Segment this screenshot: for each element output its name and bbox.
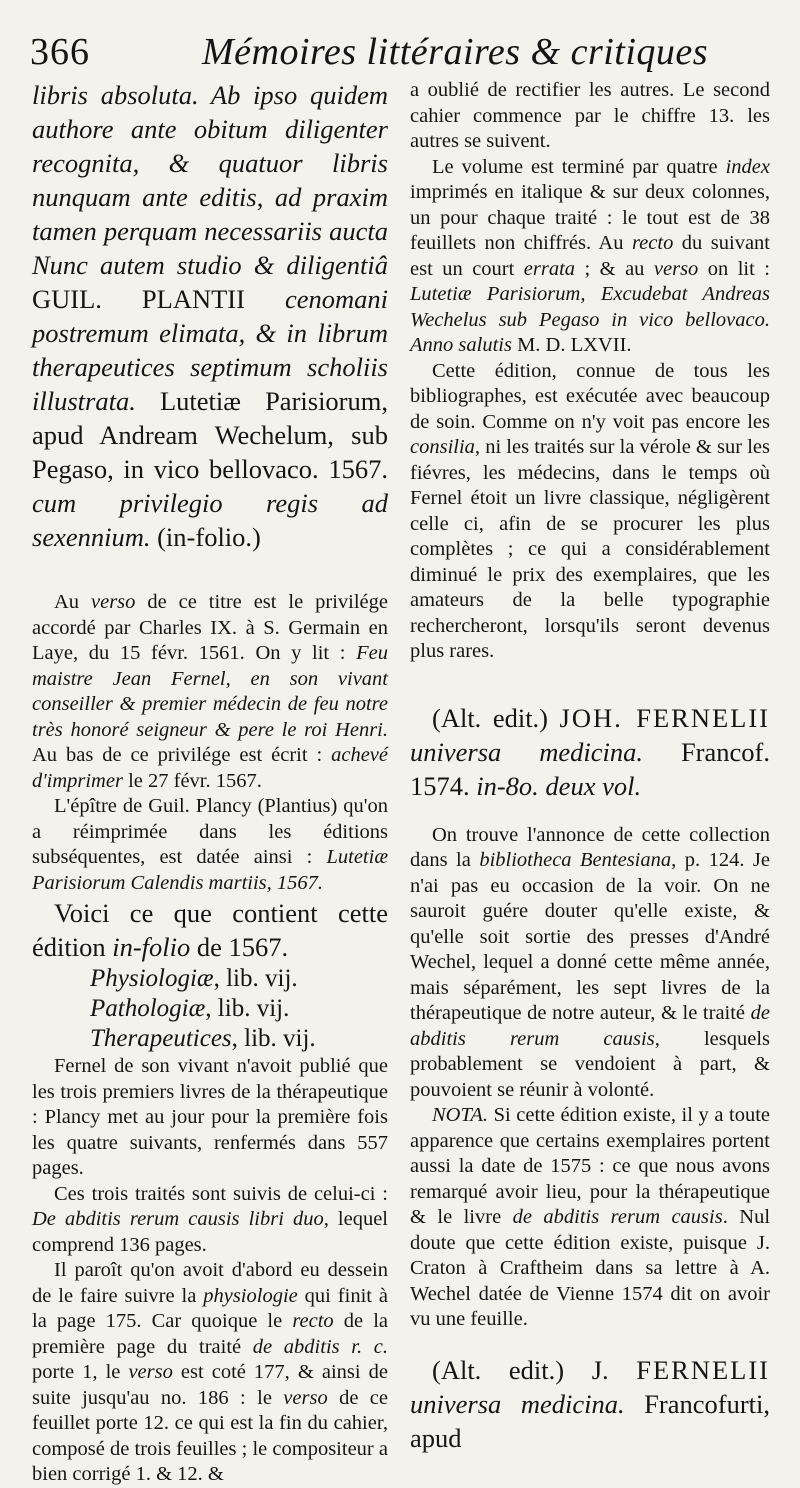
contents-item: Pathologiæ, lib. vij. [90, 995, 290, 1022]
italic-text: de abditis rerum causis [410, 1002, 770, 1050]
text-run: du suivant est un court [410, 232, 770, 280]
italic-text: de abditis rerum causis [512, 1206, 723, 1228]
text-run: de ce titre est le privilége accordé par Charles IX. à S. Germain en Laye, du 15 févr. 1561. On y lit : [32, 591, 388, 664]
nota-paragraph [410, 1103, 770, 1333]
italic-text: cenomani postremum elimata, & in librum therapeutices septimum scholiis illustrata. [32, 284, 389, 416]
italic-text: physiologie [203, 1284, 298, 1307]
italic-text: Lutetiæ Parisiorum, Excudebat Andreas Wechelus sub Pegaso in vico bellovaco. Anno salutis [410, 283, 770, 356]
fernel-paragraph [32, 1054, 388, 1182]
text-run: est coté 177, & ainsi de suite jusqu'au no. 186 : le [32, 1361, 388, 1409]
text-run: M. D. LXVII. [511, 334, 632, 356]
text-run: On trouve l'annonce de cette collection dans la [410, 823, 770, 871]
text-run: Si cette édition existe, il y a toute apparence que certains exemplaires portent aussi la date de 1575 : ce que nous avons remarqué avoir lieu, pour la thérapeutique & le livre [410, 1104, 770, 1228]
text-run: , ni les traités sur la vérole & sur les fiévres, les médecins, dans le temps où Fernel étoit un livre classique, négligèrent celle ci, afin de se procurer les plus complètes ; ce qui a considérablement diminué le prix des exemplaires, que les amateurs de la belle typographie rechercheront, lorsqu'ils seront devenus plus rares. [410, 436, 770, 662]
volume-paragraph [410, 155, 770, 359]
text-run: Cette édition, connue de tous les bibliographes, est exécutée avec beaucoup de soin. Comme on n'y voit pas encore les [410, 359, 770, 433]
italic-text: consilia [410, 436, 475, 458]
text-run: Au [54, 591, 91, 613]
text-run: Ces trois traités sont suivis de celui-ci : [54, 1182, 388, 1205]
running-title: Mémoires littéraires & critiques [202, 31, 709, 73]
text-run: de 1567. [190, 932, 289, 962]
text-run: (Alt. edit.) [432, 702, 560, 733]
text-run: Au bas de ce privilége est écrit : [32, 744, 332, 766]
page-number: 366 [30, 31, 90, 73]
italic-text: universa medicina. [410, 736, 643, 767]
italic-text: universa medicina. [410, 1388, 625, 1419]
italic-text: De abditis rerum causis libri duo [32, 1208, 324, 1230]
contents-item: Physiologiæ, lib. vij. [90, 965, 298, 992]
page-header [30, 28, 770, 78]
italic-text: Feu maistre Jean Fernel, en son vivant conseiller & premier médecin de feu notre très honoré seigneur & pere le roi Henri. [32, 642, 388, 741]
edition-paragraph [410, 359, 770, 665]
text-run: Lutetiæ Parisiorum, apud Andream Wechelum, sub Pegaso, in vico bellovaco. 1567. [32, 386, 388, 484]
intent-paragraph [32, 1258, 388, 1488]
contents-list [90, 964, 388, 1054]
text-run: le 27 févr. 1567. [122, 769, 262, 792]
text-run: ; & au [575, 257, 654, 280]
treatises-paragraph [32, 1182, 388, 1259]
contents-intro [32, 896, 388, 964]
text-run: de la première page du traité [32, 1310, 388, 1358]
italic-text: errata [523, 257, 576, 280]
italic-text: Lutetiæ Parisiorum Calendis martiis, 1567. [32, 846, 388, 894]
privilege-paragraph [32, 590, 388, 794]
italic-text: in-8o. deux vol. [476, 770, 642, 801]
text-run: on lit : [698, 257, 770, 280]
text-run: , lesquels probablement se vendoient à part, & pouvoient se réunir à volonté. [410, 1027, 770, 1101]
text-run: JOH. FERNELII [559, 702, 770, 733]
text-run: (in-folio.) [150, 522, 261, 552]
text-run: Francof. 1574. [410, 736, 770, 801]
title-paragraph [32, 78, 388, 554]
italic-text: in-folio [112, 932, 191, 962]
italic-text: libris absoluta. Ab ipso quidem authore ante obitum diligenter recognita, & quatuor libris nunquam ante editis, ad praxim tamen perquam necessariis aucta Nunc autem studio & diligentiâ [32, 80, 388, 280]
announce-paragraph [410, 823, 770, 1104]
right-column [410, 78, 771, 1453]
text-run: Voici ce que contient cette édition [32, 898, 388, 962]
continuation-paragraph [410, 78, 770, 155]
text-run: , lequel comprend 136 pages. [32, 1208, 388, 1256]
italic-text: recto [292, 1310, 334, 1332]
text-run: GUIL. PLANTII [32, 284, 245, 314]
contents-item: Therapeutices, lib. vij. [90, 1025, 316, 1052]
italic-text: recto [631, 232, 674, 254]
text-run: L'épître de Guil. Plancy (Plantius) qu'on a réimprimée dans les éditions subséquentes, est datée ainsi : [32, 795, 388, 868]
italic-text: verso [128, 1361, 173, 1383]
italic-text: index [725, 155, 770, 178]
italic-text: bibliotheca Bentesiana [479, 849, 672, 871]
italic-text: achevé d'imprimer [32, 744, 388, 792]
italic-text: verso [653, 257, 699, 280]
text-run: Francofurti, apud [410, 1388, 770, 1453]
text-run: , p. 124. Je n'ai pas eu occasion de la voir. On ne sauroit guére douter qu'elle existe, & qu'elle soit sortie des presses d'André Wechel, lequel a donné cette même année, mais séparément, les sept livres de la thérapeutique de notre auteur, & le traité [410, 849, 770, 1024]
italic-text: NOTA. [432, 1104, 489, 1126]
text-run: Fernel de son vivant n'avoit publié que les trois premiers livres de la thérapeutique : Plancy met au jour pour la première fois les quatre suivants, renfermés dans 557 pages. [32, 1055, 388, 1179]
alt-edition-heading-1 [410, 701, 770, 803]
text-run: de ce feuillet porte 12. ce qui est la fin du cahier, composé de trois feuilles ; le compositeur a bien corrigé 1. & 12. & [32, 1386, 388, 1485]
text-run: porte 1, le [32, 1361, 129, 1383]
text-run: imprimés en italique & sur deux colonnes, un pour chaque traité : le tout est de 38 feuillets non chiffrés. Au [410, 181, 770, 254]
italic-text: verso [283, 1386, 328, 1409]
italic-text: verso [91, 591, 136, 613]
alt-edition-heading-2 [410, 1353, 770, 1455]
left-column [32, 78, 389, 1485]
italic-text: cum privilegio regis ad sexennium. [32, 488, 388, 552]
text-run: (Alt. edit.) J. [432, 1354, 637, 1385]
italic-text: de abditis r. c. [252, 1335, 388, 1358]
epistle-paragraph [32, 794, 388, 896]
text-run: . Nul doute que cette édition existe, puisque J. Craton à Craftheim dans sa lettre à A. Wechel datée de Vienne 1574 dit on avoir vu une feuille. [410, 1206, 771, 1330]
text-run: a oublié de rectifier les autres. Le second cahier commence par le chiffre 13. les autres se suivent. [410, 79, 770, 152]
text-run: FERNELII [636, 1354, 770, 1385]
text-run: Le volume est terminé par quatre [432, 155, 726, 178]
text-run: qui finit à la page 175. Car quoique le [32, 1284, 388, 1332]
text-run: Il paroît qu'on avoit d'abord eu dessein de le faire suivre la [32, 1259, 388, 1307]
